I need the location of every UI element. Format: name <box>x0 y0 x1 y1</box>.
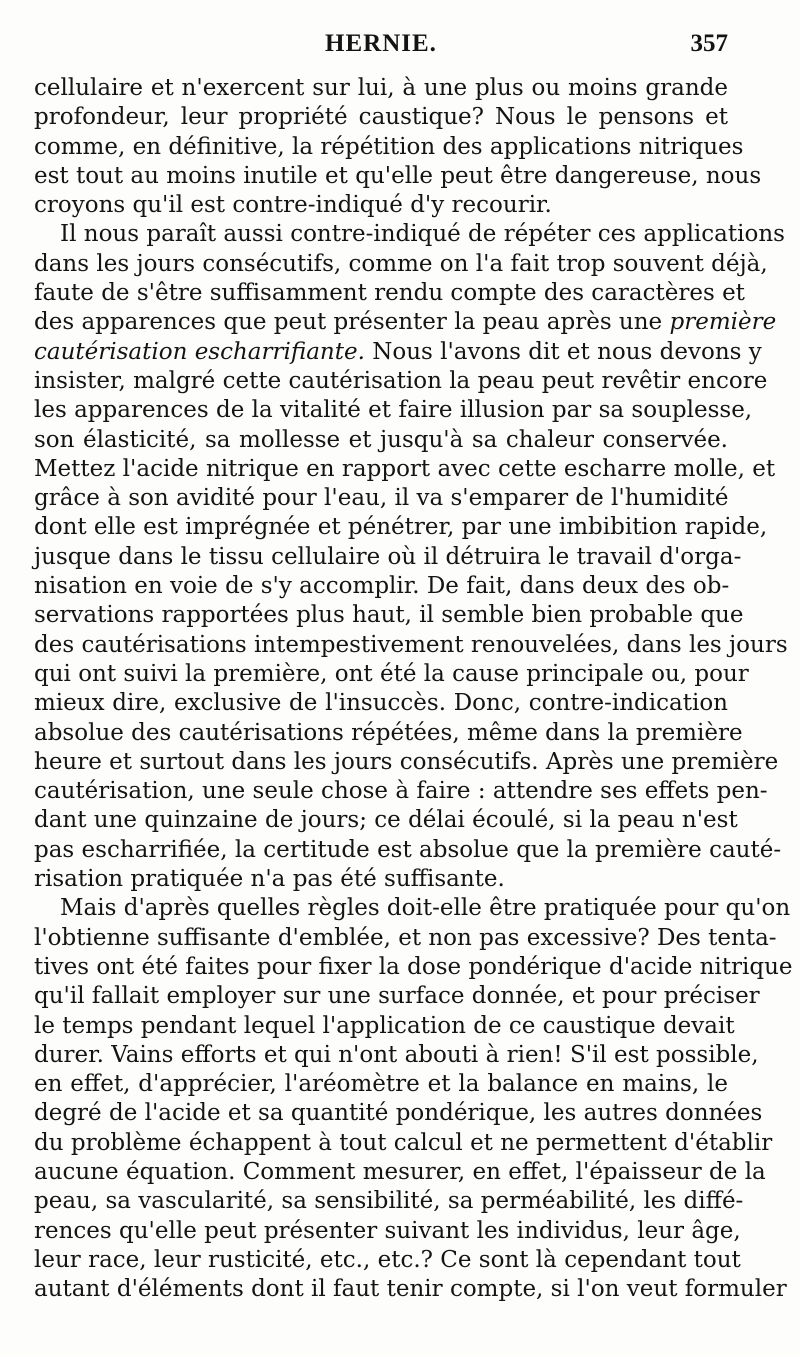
text-line: heure et surtout dans les jours consécutifs. Après une première <box>34 748 779 775</box>
text-line: profondeur, leur propriété caustique? Nous le pensons et <box>34 104 728 131</box>
text-line: Mais d'après quelles règles doit-elle être pratiquée pour qu'on <box>60 895 791 922</box>
text-line: comme, en définitive, la répétition des applications nitriques <box>34 133 744 160</box>
text-line-with-emphasis <box>34 308 777 337</box>
text-line: son élasticité, sa mollesse et jusqu'à sa chaleur conservée. <box>34 426 728 453</box>
text-line: faute de s'être suffisamment rendu compte des caractères et <box>34 280 745 307</box>
text-line: Mettez l'acide nitrique en rapport avec cette escharre molle, et <box>34 455 776 482</box>
text-line: est tout au moins inutile et qu'elle peut être dangereuse, nous <box>34 162 762 189</box>
text-line: pas escharrifiée, la certitude est absolue que la première cauté- <box>34 836 782 863</box>
text-line: qui ont suivi la première, ont été la cause principale ou, pour <box>34 660 749 687</box>
text-line: mieux dire, exclusive de l'insuccès. Donc, contre-indication <box>34 690 728 717</box>
text-line: risation pratiquée n'a pas été suffisante. <box>34 866 505 893</box>
text-line: cellulaire et n'exercent sur lui, à une plus ou moins grande <box>34 75 728 101</box>
text-line: croyons qu'il est contre-indiqué d'y recourir. <box>34 192 552 219</box>
running-title: HERNIE. <box>325 30 437 57</box>
text-line: Il nous paraît aussi contre-indiqué de répéter ces applications <box>60 221 785 248</box>
text-line: grâce à son avidité pour l'eau, il va s'emparer de l'humidité <box>34 485 729 512</box>
text-line: autant d'éléments dont il faut tenir compte, si l'on veut formuler <box>34 1276 787 1303</box>
emphasized-phrase: cautérisation escharrifiante. <box>34 338 365 365</box>
text-line: les apparences de la vitalité et faire illusion par sa souplesse, <box>34 397 753 424</box>
text-fragment: Nous l'avons dit et nous devons y <box>372 338 762 365</box>
text-line: peau, sa vascularité, sa sensibilité, sa perméabilité, les diffé- <box>34 1188 744 1215</box>
text-line: absolue des cautérisations répétées, même dans la première <box>34 719 743 746</box>
text-line: servations rapportées plus haut, il semble bien probable que <box>34 602 744 629</box>
text-fragment: des apparences que peut présenter la peau après une <box>34 309 663 336</box>
text-line: dant une quinzaine de jours; ce délai écoulé, si la peau n'est <box>34 807 738 834</box>
text-line: jusque dans le tissu cellulaire où il détruira le travail d'orga- <box>34 543 742 570</box>
page-number: 357 <box>690 30 728 57</box>
text-line: des cautérisations intempestivement renouvelées, dans les jours <box>34 631 788 658</box>
running-head <box>34 30 728 64</box>
text-line: dans les jours consécutifs, comme on l'a fait trop souvent déjà, <box>34 250 768 277</box>
text-line: insister, malgré cette cautérisation la peau peut revêtir encore <box>34 367 768 394</box>
text-line: aucune équation. Comment mesurer, en effet, l'épaisseur de la <box>34 1158 766 1185</box>
text-line: leur race, leur rusticité, etc., etc.? Ce sont là cependant tout <box>34 1246 741 1273</box>
text-line: qu'il fallait employer sur une surface donnée, et pour préciser <box>34 983 760 1010</box>
text-line: du problème échappent à tout calcul et ne permettent d'établir <box>34 1129 773 1156</box>
text-line: nisation en voie de s'y accomplir. De fait, dans deux des ob- <box>34 573 730 600</box>
text-line: rences qu'elle peut présenter suivant les individus, leur âge, <box>34 1217 741 1244</box>
text-line: le temps pendant lequel l'application de ce caustique devait <box>34 1012 735 1039</box>
text-line: tives ont été faites pour fixer la dose pondérique d'acide nitrique <box>34 953 793 980</box>
text-line: en effet, d'apprécier, l'aréomètre et la balance en mains, le <box>34 1071 728 1098</box>
text-line: l'obtienne suffisante d'emblée, et non pas excessive? Des tenta- <box>34 924 777 951</box>
text-line: cautérisation, une seule chose à faire : attendre ses effets pen- <box>34 778 768 805</box>
text-line-with-emphasis <box>34 338 762 367</box>
emphasized-word: première <box>669 309 777 336</box>
text-line: degré de l'acide et sa quantité pondérique, les autres données <box>34 1100 763 1127</box>
text-line: dont elle est imprégnée et pénétrer, par une imbibition rapide, <box>34 514 768 541</box>
text-line: durer. Vains efforts et qui n'ont abouti à rien! S'il est possible, <box>34 1041 759 1068</box>
body-text <box>34 74 793 1304</box>
